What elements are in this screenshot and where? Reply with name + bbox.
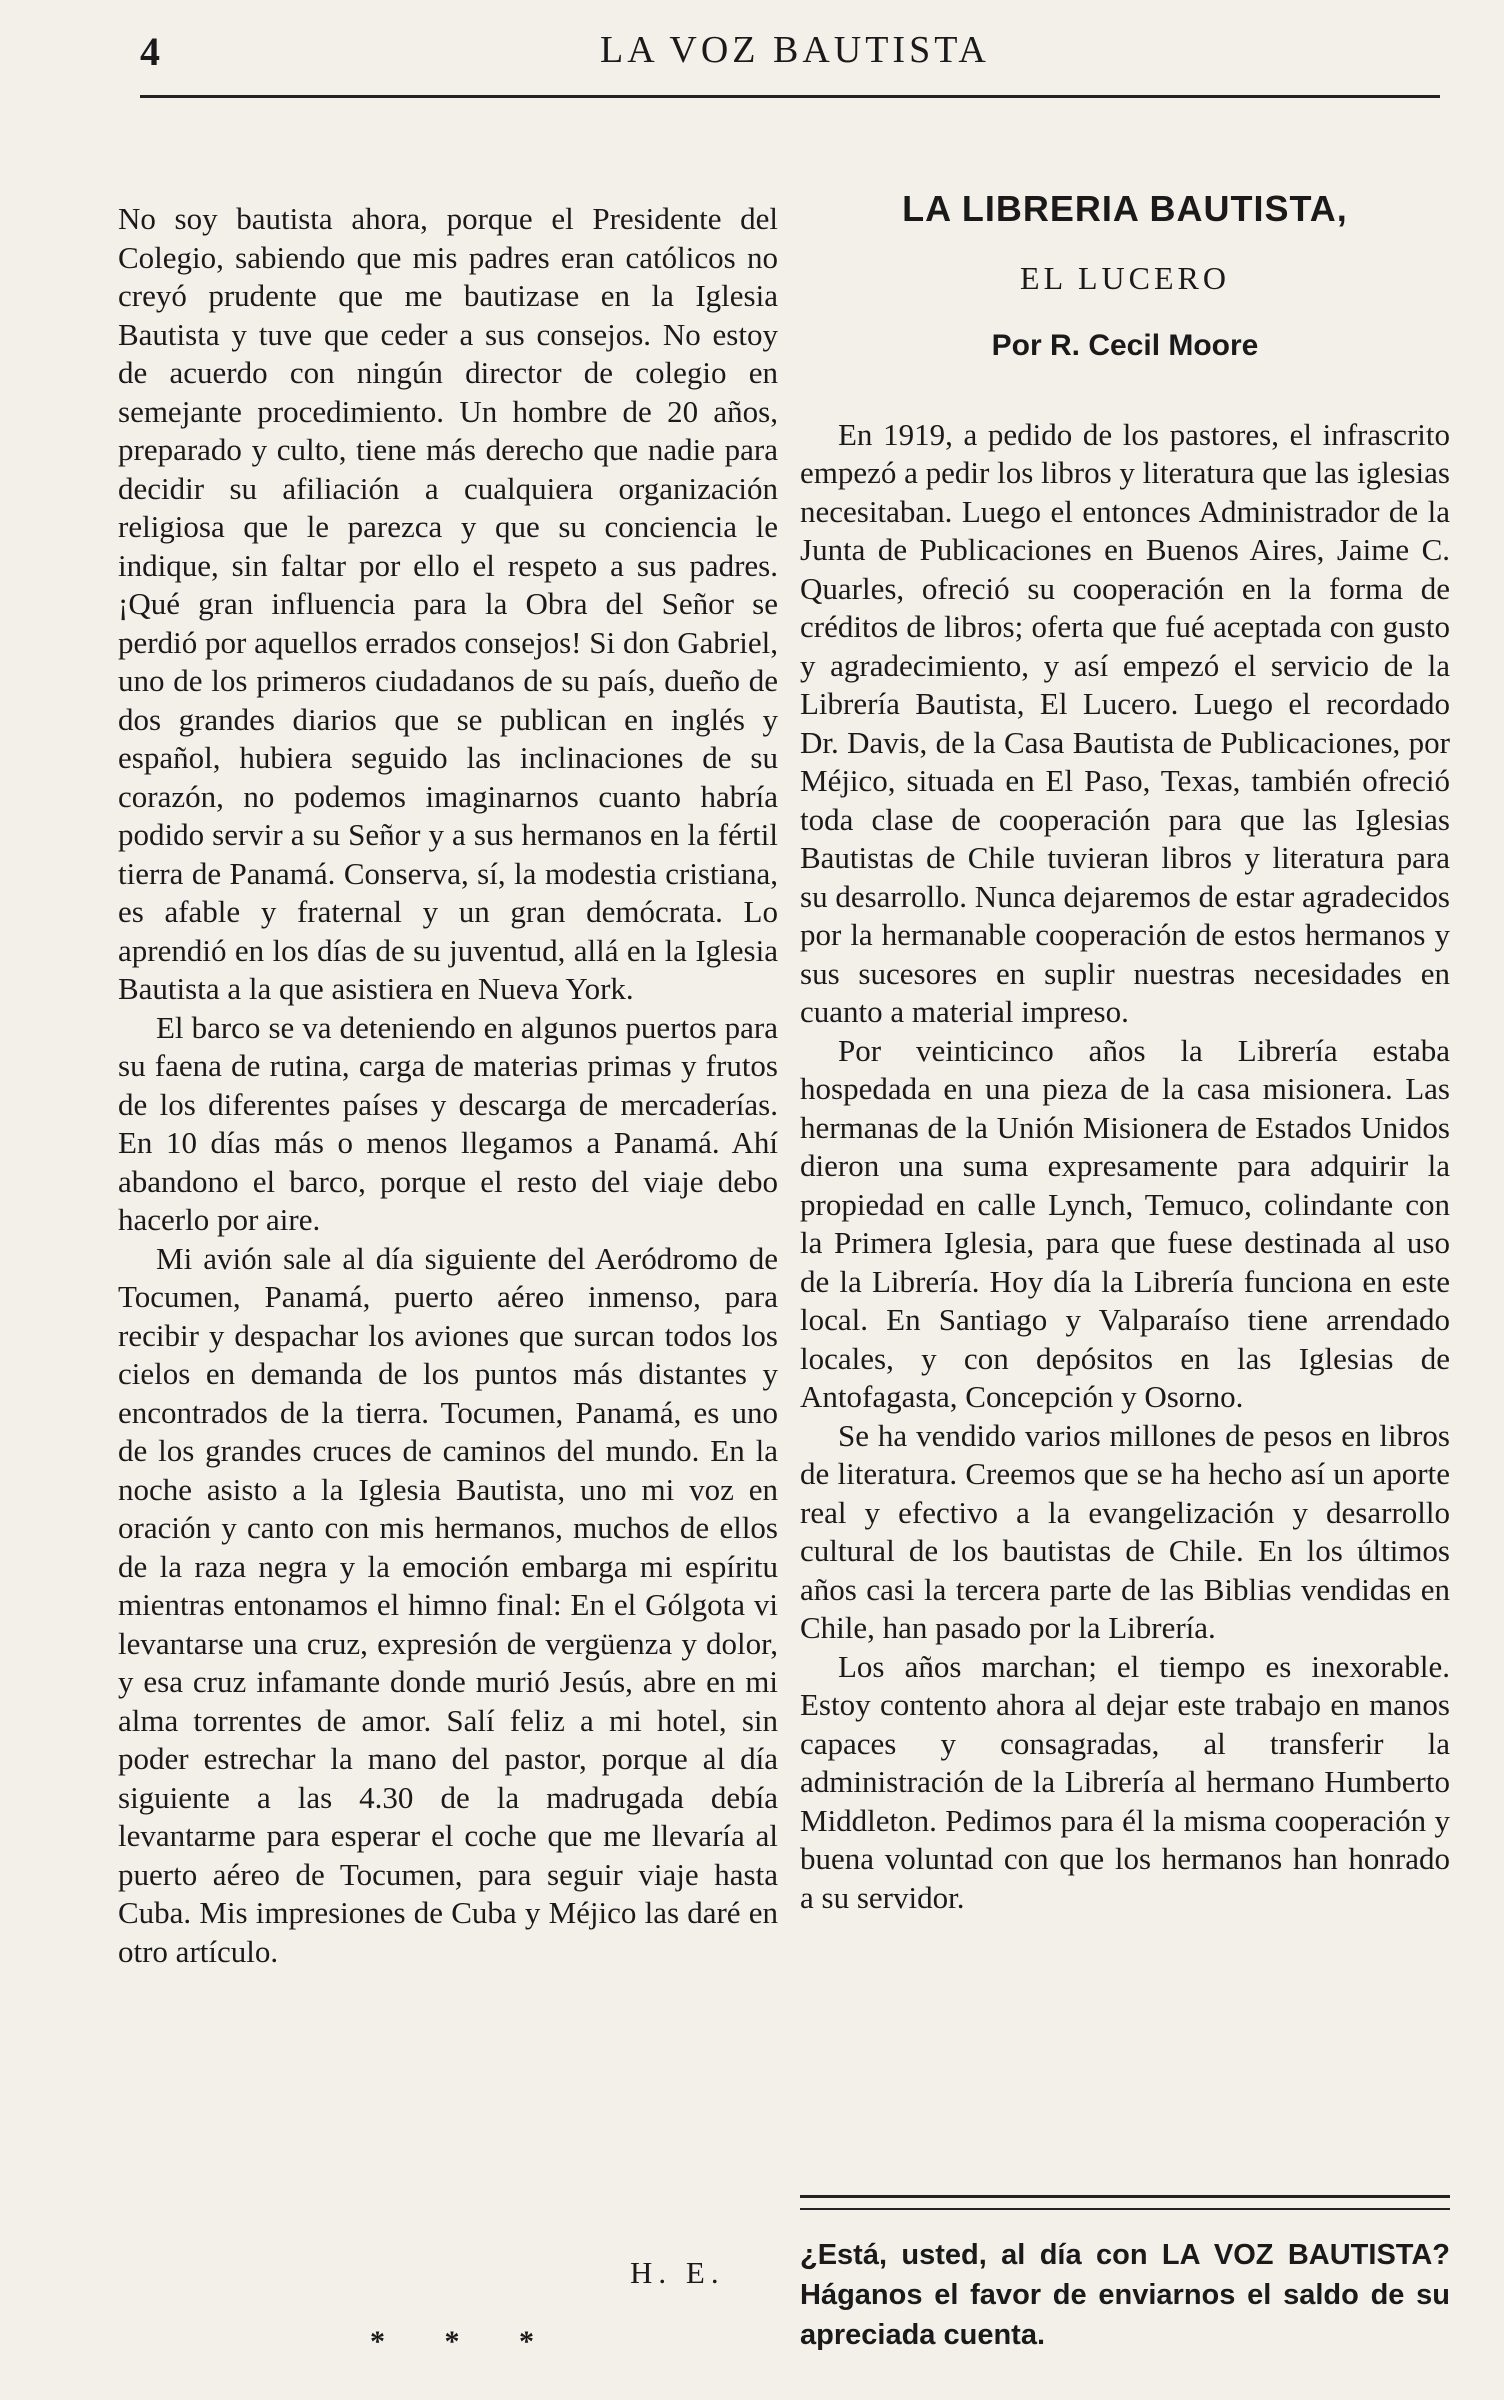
right-paragraph-3: Se ha vendido varios millones de pesos en libros de literatura. Creemos que se ha hecho así un aporte real y efectivo a la evangelización y desarrollo cultural de los bautistas de Chile. En los últimos años casi la tercera parte de las Biblias vendidas en Chile, han pasado por la Librería.	[800, 1417, 1450, 1645]
right-paragraph-4: Los años marchan; el tiempo es inexorable. Estoy contento ahora al dejar este trabajo en manos capaces y consagradas, al transferir la administración de la Librería al hermano Humberto Middleton. Pedimos para él la misma cooperación y buena voluntad con que los hermanos han honrado a su servidor.	[800, 1648, 1450, 1915]
notice-divider	[800, 2195, 1450, 2210]
subscription-notice: ¿Está, usted, al día con LA VOZ BAUTISTA? Háganos el favor de enviarnos el saldo de su apreciada cuenta.	[800, 2239, 1450, 2351]
article-byline: Por R. Cecil Moore	[991, 329, 1259, 362]
article-title: LA LIBRERIA BAUTISTA,	[902, 188, 1348, 229]
left-paragraph-1: No soy bautista ahora, porque el Presidente del Colegio, sabiendo que mis padres eran católicos no creyó prudente que me bautizase en la Iglesia Bautista y tuve que ceder a sus consejos. No estoy de acuerdo con ningún director de colegio en semejante procedimiento. Un hombre de 20 años, preparado y culto, tiene más derecho que nadie para decidir su afiliación a cualquiera organización religiosa que le parezca y que su conciencia le indique, sin faltar por ello el respeto a sus padres. ¡Qué gran influencia para la Obra del Señor se perdió por aquellos errados consejos! Si don Gabriel, uno de los primeros ciudadanos de su país, dueño de dos grandes diarios que se publican en inglés y español, hubiera seguido las inclinaciones de su corazón, no podemos imaginarnos cuanto habría podido servir a su Señor y a sus hermanos en la fértil tierra de Panamá. Conserva, sí, la modestia cristiana, es afable y fraternal y un gran demócrata. Lo aprendió en los días de su juventud, allá en la Iglesia Bautista a la que asistiera en Nueva York.	[118, 201, 778, 1006]
header-rule	[140, 95, 1440, 98]
left-paragraph-2: El barco se va deteniendo en algunos puertos para su faena de rutina, carga de materias primas y frutos de los diferentes países y descarga de mercaderías. En 10 días más o menos llegamos a Panamá. Ahí abandono el barco, porque el resto del viaje debo hacerlo por aire.	[118, 1009, 778, 1237]
left-column	[118, 200, 778, 1971]
article-signature: H. E.	[630, 2255, 725, 2290]
running-head: LA VOZ BAUTISTA	[600, 29, 990, 71]
article-subtitle: EL LUCERO	[1020, 259, 1230, 296]
section-separator: * * *	[370, 2325, 560, 2358]
left-paragraph-3: Mi avión sale al día siguiente del Aeródromo de Tocumen, Panamá, puerto aéreo inmenso, para recibir y despachar los aviones que surcan todos los cielos en demanda de los puntos más distantes y encontrados de la tierra. Tocumen, Panamá, es uno de los grandes cruces de caminos del mundo. En la noche asisto a la Iglesia Bautista, uno mi voz en oración y canto con mis hermanos, muchos de ellos de la raza negra y la emoción embarga mi espíritu mientras entonamos el himno final: En el Gólgota vi levantarse una cruz, expresión de vergüenza y dolor, y esa cruz infamante donde murió Jesús, abre en mi alma torrentes de amor. Salí feliz a mi hotel, sin poder estrechar la mano del pastor, porque al día siguiente a las 4.30 de la madrugada debía levantarme para esperar el coche que me llevaría al puerto aéreo de Tocumen, para seguir viaje hasta Cuba. Mis impresiones de Cuba y Méjico las daré en otro artículo.	[118, 1240, 778, 1969]
right-paragraph-1: En 1919, a pedido de los pastores, el infrascrito empezó a pedir los libros y literatura que las iglesias necesitaban. Luego el entonces Administrador de la Junta de Publicaciones en Buenos Aires, Jaime C. Quarles, ofreció su cooperación en la forma de créditos de libros; oferta que fué aceptada con gusto y agradecimiento, y así empezó el servicio de la Librería Bautista, El Lucero. Luego el recordado Dr. Davis, de la Casa Bautista de Publicaciones, por Méjico, situada en El Paso, Texas, también ofreció toda clase de cooperación para que las Iglesias Bautistas de Chile tuvieran libros y literatura para su desarrollo. Nunca dejaremos de estar agradecidos por la hermanable cooperación de estos hermanos y sus sucesores en suplir nuestras necesidades en cuanto a material impreso.	[800, 416, 1450, 1029]
page-number: 4	[140, 29, 160, 74]
right-column	[800, 180, 1450, 1917]
right-paragraph-2: Por veinticinco años la Librería estaba hospedada en una pieza de la casa misionera. Las hermanas de la Unión Misionera de Estados Unidos dieron una suma expresamente para adquirir la propiedad en calle Lynch, Temuco, colindante con la Primera Iglesia, para que fuese destinada al uso de la Librería. Hoy día la Librería funciona en este local. En Santiago y Valparaíso tiene arrendado locales, y con depósitos en las Iglesias de Antofagasta, Concepción y Osorno.	[800, 1032, 1450, 1414]
